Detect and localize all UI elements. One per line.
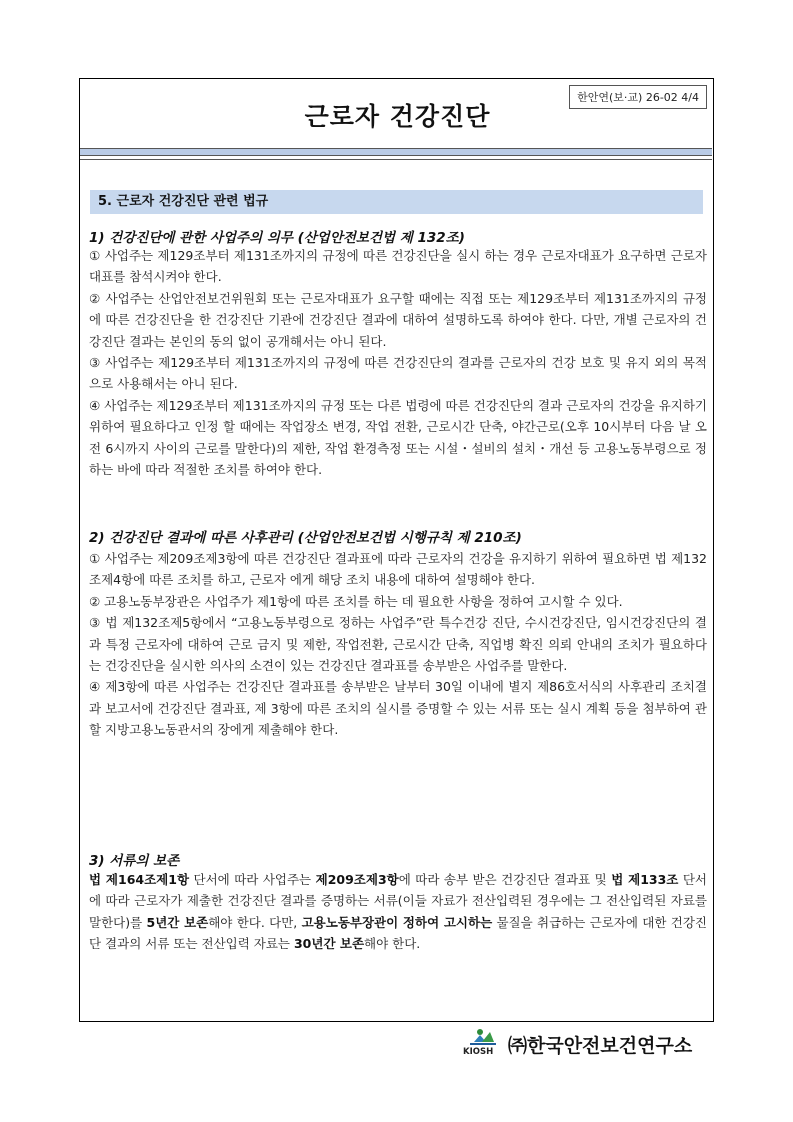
paragraph: ③ 사업주는 제129조부터 제131조까지의 규정에 따른 건강진단의 결과를 근로자의 건강 보호 및 유지 외의 목적으로 사용해서는 아니 된다. xyxy=(89,355,707,392)
section-heading: 5. 근로자 건강진단 관련 법규 xyxy=(90,190,703,214)
page-title: 근로자 건강진단 xyxy=(304,102,491,131)
text-segment: 단서에 따라 사업주는 xyxy=(189,872,316,887)
document-frame xyxy=(79,78,714,1022)
bold-text-segment: 제209조제3항 xyxy=(315,872,399,887)
bold-text-segment: 법 제133조 xyxy=(611,872,679,887)
bold-text-segment: 법 제164조제1항 xyxy=(89,872,190,887)
bold-text-segment: 5년간 보존 xyxy=(146,914,209,930)
footer-brand xyxy=(462,1024,712,1060)
subsection-1-body xyxy=(89,245,707,480)
text-segment: 단서에 따라 근로자가 제출한 건강진단 결과를 증명하는 서류(이들 자료가 전산입력된 경우에는 그 전산입력된 자료를 말한다)를 xyxy=(89,872,708,930)
document-code-badge: 한안연(보·교) 26-02 4/4 xyxy=(569,85,707,109)
bold-text-segment: 고용노동부장관이 정하여 고시하는 xyxy=(301,914,493,930)
paragraph: ③ 법 제132조제5항에서 “고용노동부령으로 정하는 사업주”란 특수건강 진단, 수시건강진단, 임시건강진단의 결과 특정 근로자에 대하여 근로 금지 및 제한, 작업전환, 근로시간 단축, 직업병 확진 의뢰 안내의 조치가 필요하다는 건강진단을 실시한 의사의 소견이 있는 건강진단 결과표를 송부받은 사업주를 말한다. xyxy=(89,615,707,674)
subsection-2-body xyxy=(89,548,707,741)
text-segment: 물질을 취급하는 근로자에 대한 건강진단 결과의 서류 또는 전산입력 자료는 xyxy=(89,914,707,952)
text-segment: 에 따라 송부 받은 건강진단 결과표 및 xyxy=(398,872,612,887)
organization-name: ㈜한국안전보건연구소 xyxy=(508,1035,693,1057)
bold-text-segment: 30년간 보존 xyxy=(293,936,365,952)
text-segment: 해야 한다. 다만, xyxy=(208,914,302,930)
paragraph: ① 사업주는 제209조제3항에 따른 건강진단 결과표에 따라 근로자의 건강을 유지하기 위하여 필요하면 법 제132조제4항에 따른 조치를 하고, 근로자 에게 해당 조치 내용에 대하여 설명해야 한다. xyxy=(89,551,707,588)
logo-text: KIOSH xyxy=(463,1047,494,1056)
paragraph: ② 사업주는 산업안전보건위원회 또는 근로자대표가 요구할 때에는 직접 또는 제129조부터 제131조까지의 규정에 따른 건강진단을 한 건강진단 기관에 건강진단 결과에 대하여 설명하도록 하여야 한다. 다만, 개별 근로자의 건강진단 결과는 본인의 동의 없이 공개해서는 아니 된다. xyxy=(89,290,707,349)
paragraph: ① 사업주는 제129조부터 제131조까지의 규정에 따른 건강진단을 실시 하는 경우 근로자대표가 요구하면 근로자대표를 참석시켜야 한다. xyxy=(89,248,707,285)
subsection-1-heading: 1) 건강진단에 관한 사업주의 의무 (산업안전보건법 제 132조) xyxy=(89,230,465,246)
subsection-2-heading: 2) 건강진단 결과에 따른 사후관리 (산업안전보건법 시행규칙 제 210조) xyxy=(89,530,522,546)
paragraph: ④ 제3항에 따른 사업주는 건강진단 결과표를 송부받은 날부터 30일 이내에 별지 제86호서식의 사후관리 조치결과 보고서에 건강진단 결과표, 제 3항에 따른 조치의 실시를 증명할 수 있는 서류 또는 실시 계획 등을 첨부하여 관할 지방고용노동관서의 장에게 제출해야 한다. xyxy=(89,679,707,738)
kiosh-logo-icon xyxy=(462,1026,508,1056)
header-divider-band xyxy=(80,148,712,156)
paragraph: ④ 사업주는 제129조부터 제131조까지의 규정 또는 다른 법령에 따른 건강진단의 결과 근로자의 건강을 유지하기 위하여 필요하다고 인정 할 때에는 작업장소 변경, 작업 전환, 근로시간 단축, 야간근로(오후 10시부터 다음 날 오전 6시까지 사이의 근로를 말한다)의 제한, 작업 환경측정 또는 시설・설비의 설치・개선 등 고용노동부령으로 정하는 바에 따라 적절한 조치를 하여야 한다. xyxy=(89,397,707,478)
text-segment: 해야 한다. xyxy=(364,936,421,952)
paragraph: ② 고용노동부장관은 사업주가 제1항에 따른 조치를 하는 데 필요한 사항을 정하여 고시할 수 있다. xyxy=(89,593,623,609)
header-divider-line xyxy=(80,159,712,160)
paragraph xyxy=(89,869,707,955)
subsection-3-body xyxy=(89,869,707,955)
subsection-3-heading: 3) 서류의 보존 xyxy=(89,853,180,869)
